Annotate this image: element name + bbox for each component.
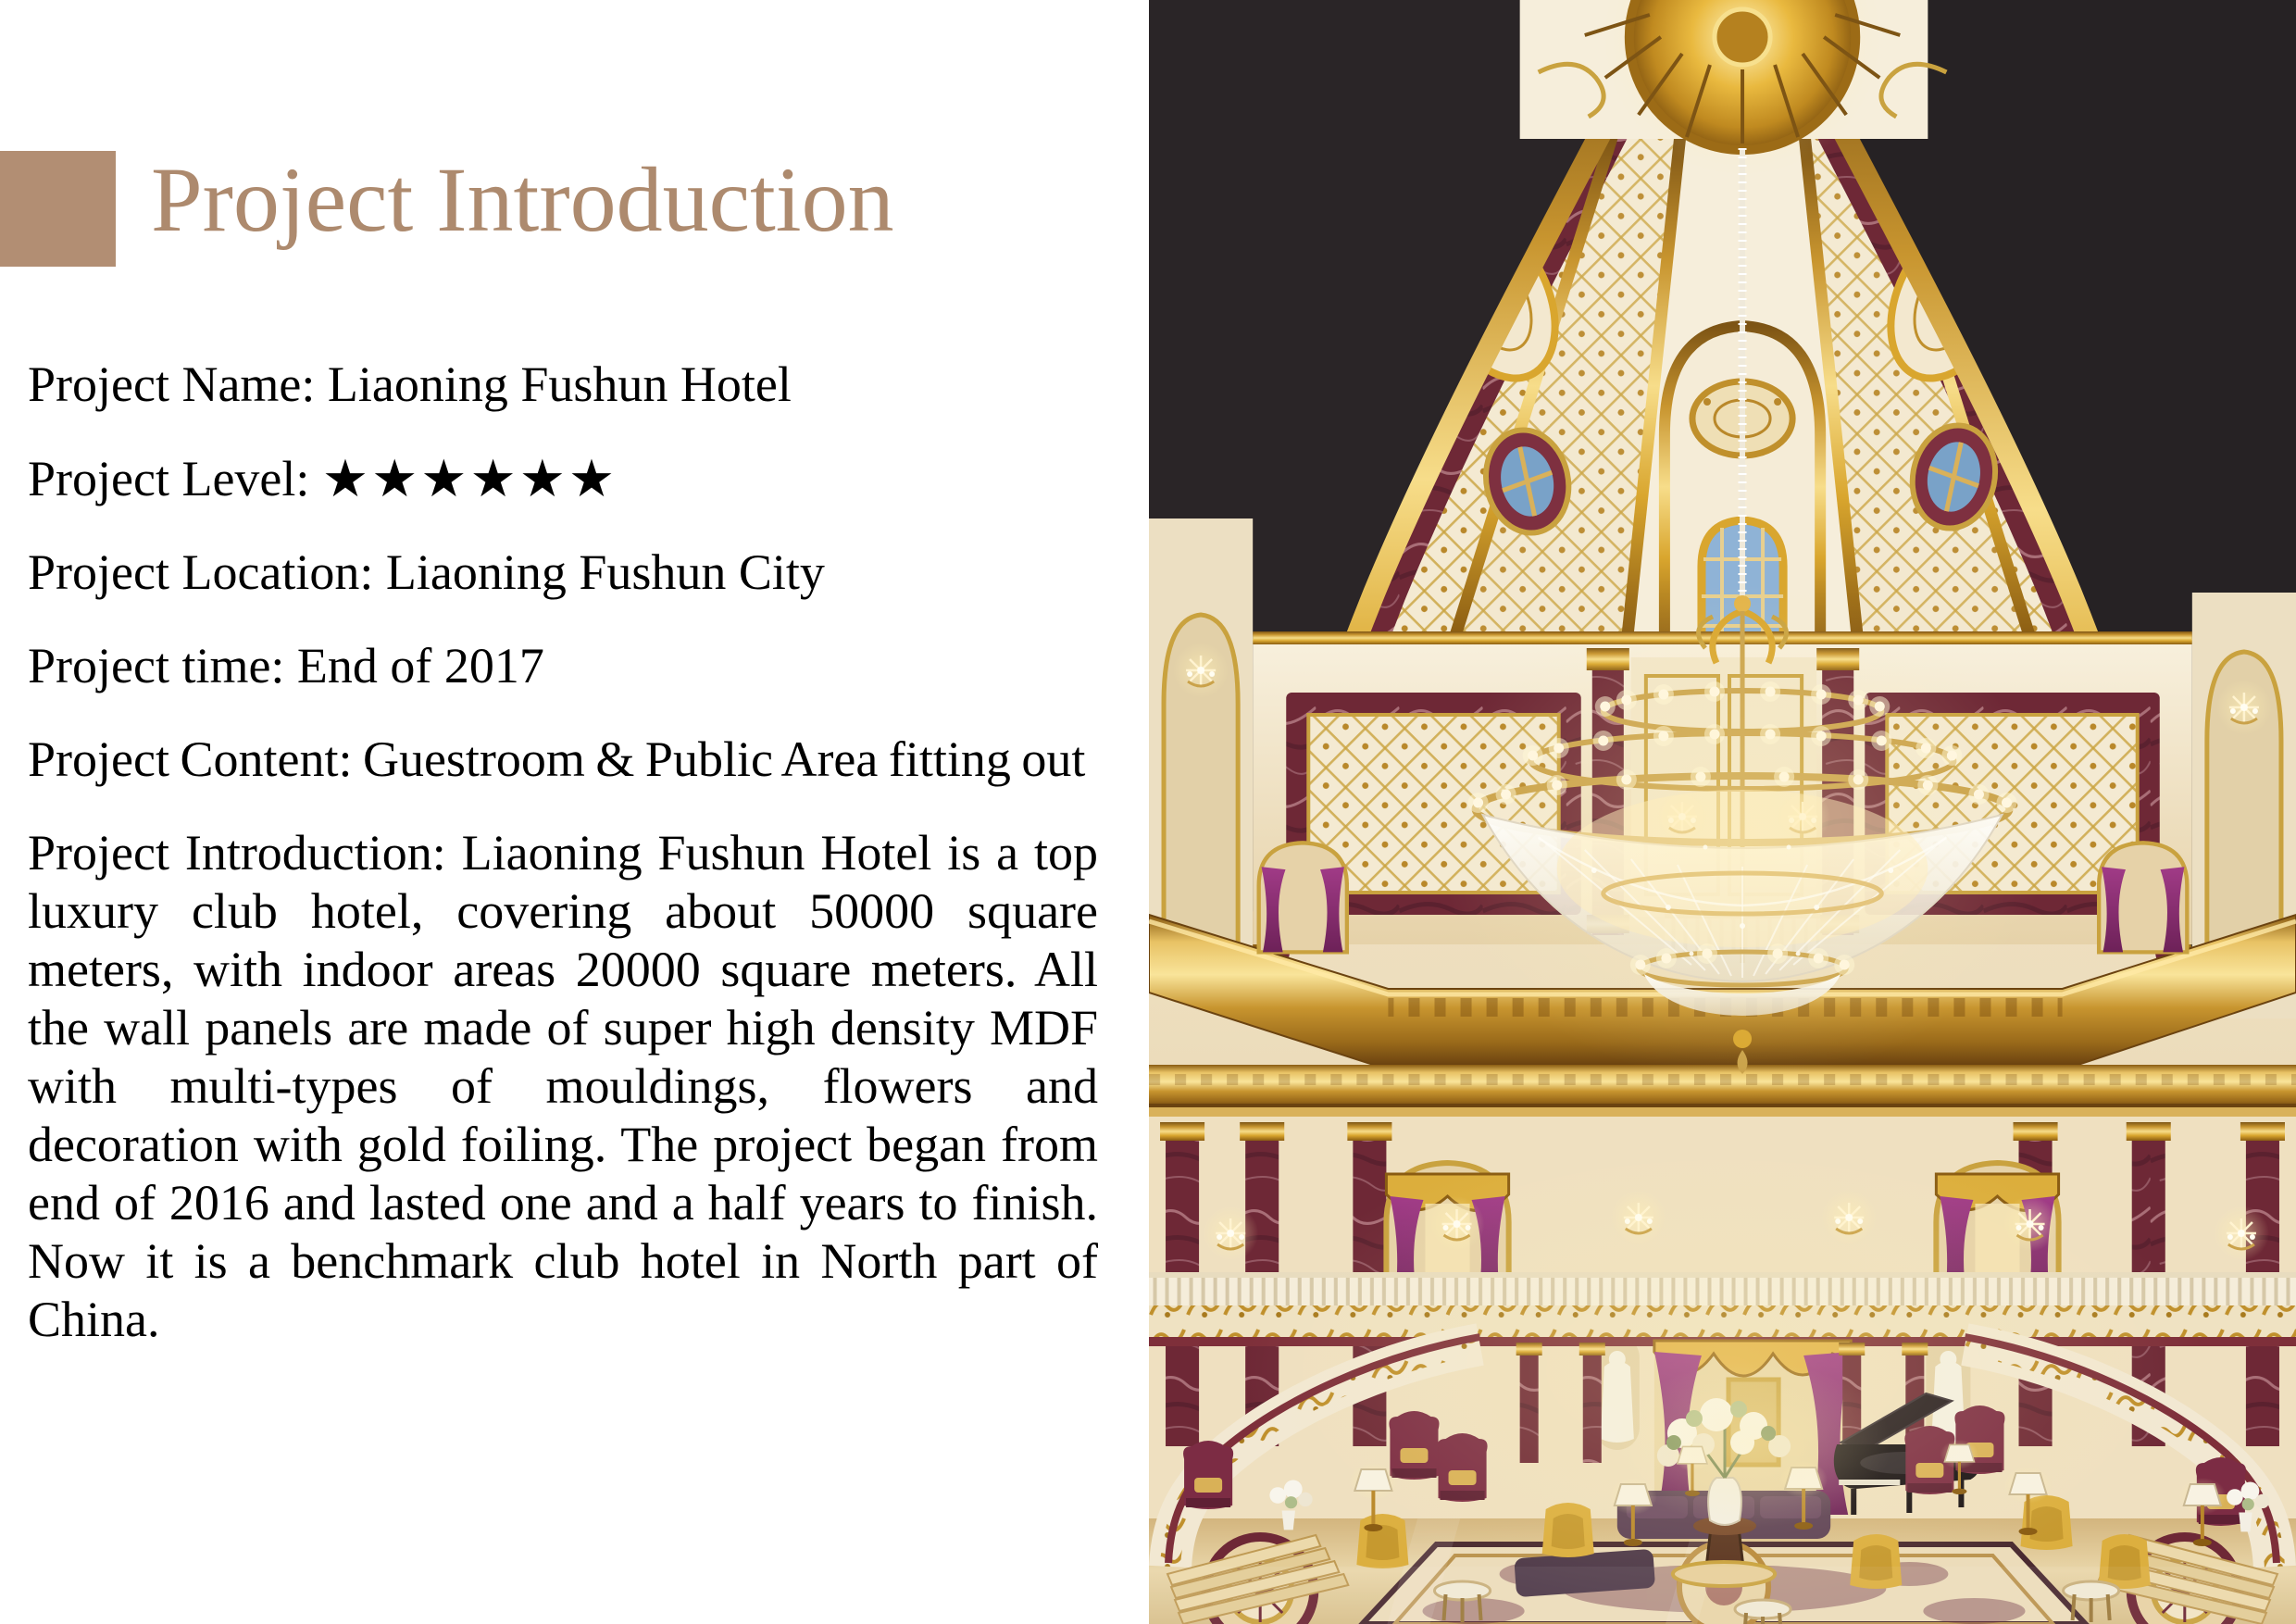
hotel-lobby-photo [1149, 0, 2296, 1624]
star-rating-icons: ★★★★★★ [321, 449, 618, 509]
project-name-line: Project Name: Liaoning Fushun Hotel [28, 356, 792, 412]
project-time-line: Project time: End of 2017 [28, 638, 544, 693]
project-location-line: Project Location: Liaoning Fushun City [28, 544, 825, 600]
project-level-label: Project Level: [28, 451, 322, 506]
project-info [28, 356, 1098, 1349]
page-title: Project Introduction [151, 148, 894, 251]
title-accent-block [0, 151, 116, 267]
project-content-line: Project Content: Guestroom & Public Area fitting out [28, 731, 1086, 787]
hotel-lobby-illustration [1149, 0, 2296, 1624]
project-introduction-paragraph: Project Introduction: Liaoning Fushun Hotel is a top luxury club hotel, covering about 50000 square meters, with indoor areas 20000 square meters. All the wall panels are made of super high density MDF with multi-types of mouldings, flowers and decoration with gold foiling. The project began from end of 2016 and lasted one and a half years to finish. Now it is a benchmark club hotel in North part of China. [28, 825, 1098, 1347]
project-level-line [28, 449, 1098, 508]
